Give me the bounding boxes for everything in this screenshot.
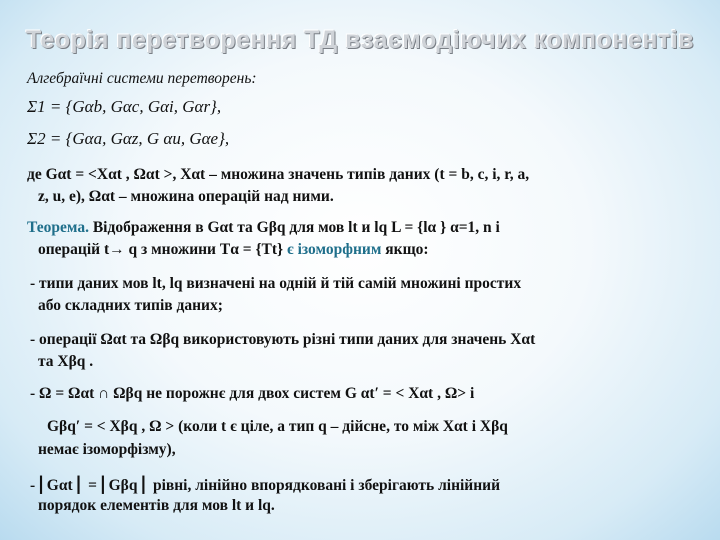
theorem-text-3: якщо:: [381, 241, 429, 258]
theorem-line-2: [38, 241, 429, 259]
theorem-line-1: [27, 219, 500, 237]
sigma-2-definition: Σ2 = {Gαa, Gαz, G αu, Gαe},: [27, 129, 230, 148]
theorem-text-1: Відображення в Gαt та Gβq для мов lt и lq L = {lα } α=1, n і: [88, 219, 500, 236]
definition-line-2: z, u, e), Ωαt – множина операцій над ними.: [38, 188, 334, 205]
condition-4-line-1: -⎪Gαt⎪ =⎪Gβq⎪ рівні, лінійно впорядковані і зберігають лінійний: [30, 477, 501, 494]
condition-2-line-1: - операції Ωαt та Ωβq використовують різні типи даних для значень Xαt: [30, 331, 536, 348]
condition-4-line-2: порядок елементів для мов lt и lq.: [38, 497, 275, 514]
condition-2-line-2: та Xβq .: [38, 353, 94, 370]
isomorphic-term: є ізоморфним: [283, 241, 382, 258]
slide-title: Теорія перетворення ТД взаємодіючих компонентів: [25, 26, 695, 54]
theorem-label: Теорема.: [27, 219, 89, 236]
subtitle: Алгебраїчні системи перетворень:: [27, 70, 257, 87]
condition-3-line-3: немає ізоморфізму),: [38, 441, 176, 458]
condition-1-line-2: або складних типів даних;: [38, 297, 223, 314]
condition-3-line-2: Gβq′ = < Xβq , Ω > (коли t є ціле, а тип q – дійсне, то між Xαt і Xβq: [47, 418, 508, 435]
theorem-text-2: операцій t→ q з множини Tα = {Tt}: [38, 241, 284, 258]
definition-line-1: де Gαt = <Xαt , Ωαt >, Xαt – множина значень типів даних (t = b, c, i, r, a,: [27, 166, 530, 183]
condition-1-line-1: - типи даних мов lt, lq визначені на одній й тій самій множині простих: [30, 275, 522, 292]
sigma-1-definition: Σ1 = {Gαb, Gαc, Gαi, Gαr},: [27, 97, 222, 116]
condition-3-line-1: - Ω = Ωαt ∩ Ωβq не порожнє для двох систем G αt′ = < Xαt , Ω> і: [30, 385, 475, 402]
